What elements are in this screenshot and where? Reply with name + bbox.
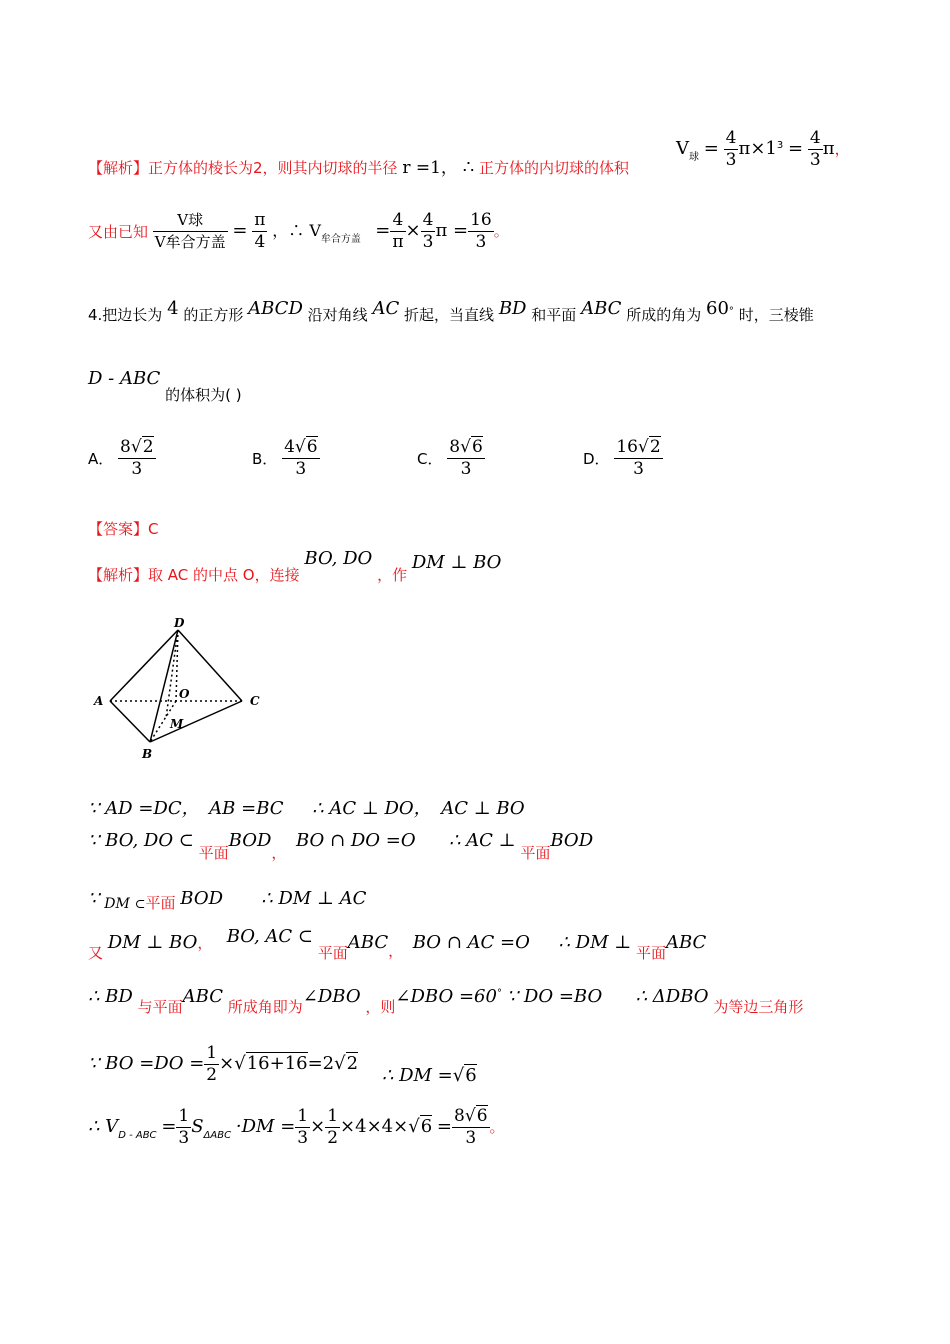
question-text-2: D - ABC 的体积为( ) [88, 368, 242, 404]
step-7: ∴ $V_{D - ABC}$ = $\frac{1}{3}$ $S_{\Delta ABC} \cdot DM$ = $\frac{1}{3}$ × $\frac{1}{2}$ ×4×4×√6 = $\frac{8√6}{3}$ 。 [88, 1106, 505, 1148]
option-c[interactable]: C． $\frac{8√6}{3}$ [417, 437, 483, 479]
step-2: ∵ BO, DO ⊂ 平面BOD， BO ∩ DO =O ∴ AC ⊥ 平面BOD [88, 830, 594, 862]
answer-value: C [148, 520, 159, 538]
solution-line-1: 【解析】正方体的棱长为2，则其内切球的半径 r =1， ∴ 正方体的内切球的体积 [88, 157, 629, 178]
step-4: 又 DM ⊥ BO， BO, AC ⊂ 平面ABC， BO ∩ AC =O ∴ DM ⊥ 平面ABC [88, 926, 707, 962]
question-text: 4.把边长为 4 的正方形 ABCD 沿对角线 AC 折起，当直线 BD 和平面 ABC 所成的角为 60° 时，三棱锥 [88, 298, 814, 324]
label-a: A [94, 694, 104, 708]
step-3: ∵ DM ⊂平面 BOD ∴ DM ⊥ AC [88, 888, 367, 912]
label-c: C [250, 694, 260, 708]
label-m: M [170, 717, 184, 731]
step-5: ∴ BD 与平面ABC 所成角即为∠DBO ，则∠DBO =60° ∵ DO =BO ∴ ΔDBO 为等边三角形 [88, 986, 804, 1016]
pyramid-figure [90, 612, 270, 767]
label-o: O [179, 687, 190, 701]
step-1: ∵ AD =DC， AB =BC ∴ AC ⊥ DO， AC ⊥ BO [88, 798, 525, 819]
solution-line-2: 又由已知 $\frac{\text{V球}}{\text{V牟合方盖}}$ = $\frac{\pi}{4}$ ，∴ $V_{牟合方盖}$ = $\frac{4}{\pi}$ × $\frac{4}{3}$ π = $\frac{16}{3}$ 。 [88, 210, 509, 252]
label-d: D [174, 616, 185, 630]
analysis-tag: 【解析】 [88, 159, 149, 177]
answer-line [88, 518, 159, 539]
option-d[interactable]: D． $\frac{16√2}{3}$ [583, 437, 661, 479]
option-a[interactable]: A． $\frac{8√2}{3}$ [88, 437, 154, 479]
answer-tag: 【答案】 [88, 520, 149, 538]
sphere-volume-formula: $V_球$ = $\frac{4}{3}$ $\pi\times 1^3$ = $\frac{4}{3}$ π， [676, 128, 850, 170]
option-b[interactable]: B． $\frac{4√6}{3}$ [252, 437, 318, 479]
label-b: B [142, 747, 153, 761]
analysis-line: 【解析】取 AC 的中点 O，连接 BO, DO ，作 DM ⊥ BO [88, 548, 502, 584]
step-6: ∵ BO =DO = $\frac{1}{2}$ ×√16+16=2√2 ∴ DM =√6 [88, 1043, 477, 1086]
